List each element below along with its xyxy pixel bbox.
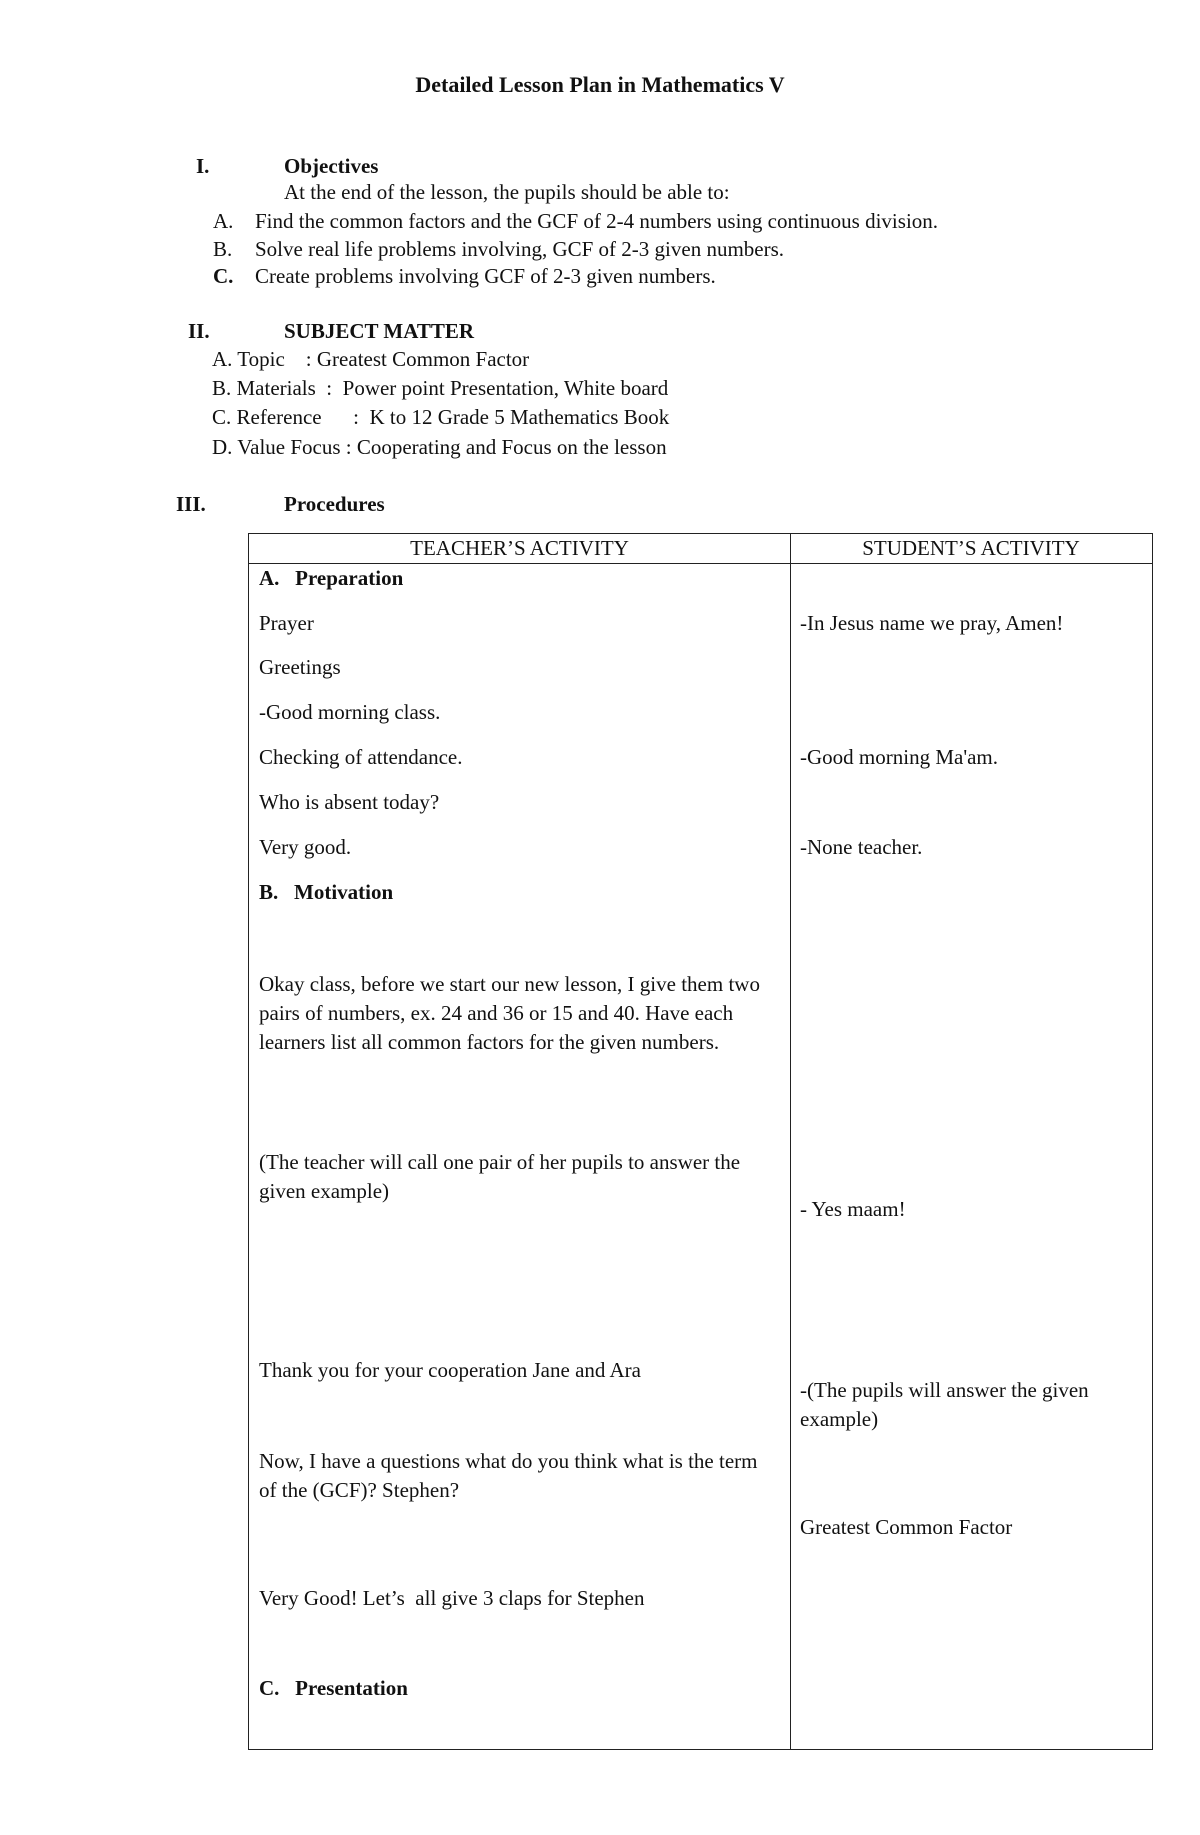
student-line: Greatest Common Factor bbox=[800, 1515, 1013, 1539]
presentation-heading: C. Presentation bbox=[259, 1676, 408, 1700]
objective-item: Find the common factors and the GCF of 2-4 numbers using continuous division. bbox=[255, 209, 939, 233]
student-line: -Good morning Ma'am. bbox=[800, 745, 999, 769]
student-line: - Yes maam! bbox=[800, 1197, 906, 1221]
teacher-line: (The teacher will call one pair of her pupils to answer the given example) bbox=[259, 1150, 741, 1203]
column-divider bbox=[790, 534, 791, 1749]
objectives-heading: Objectives bbox=[284, 154, 379, 178]
teacher-line: Now, I have a questions what do you think what is the term of the (GCF)? Stephen? bbox=[259, 1449, 758, 1502]
objective-letter: C. bbox=[213, 264, 234, 288]
teacher-line: Very good. bbox=[259, 835, 352, 859]
procedures-table bbox=[248, 533, 1153, 1750]
objective-item: Solve real life problems involving, GCF of 2-3 given numbers. bbox=[255, 237, 785, 261]
subject-matter-item: D. Value Focus : Cooperating and Focus on the lesson bbox=[212, 435, 667, 459]
teacher-line: Greetings bbox=[259, 655, 341, 679]
objective-letter: B. bbox=[213, 237, 233, 261]
objectives-intro: At the end of the lesson, the pupils should be able to: bbox=[284, 180, 730, 204]
teacher-line: Who is absent today? bbox=[259, 790, 440, 814]
objective-letter: A. bbox=[213, 209, 234, 233]
student-line: -(The pupils will answer the given example) bbox=[800, 1378, 1089, 1431]
student-activity-header: STUDENT’S ACTIVITY bbox=[862, 536, 1080, 560]
objective-item: Create problems involving GCF of 2-3 given numbers. bbox=[255, 264, 716, 288]
procedures-heading: Procedures bbox=[284, 492, 385, 516]
student-line: -None teacher. bbox=[800, 835, 923, 859]
header-divider bbox=[249, 563, 1152, 564]
teacher-activity-header: TEACHER’S ACTIVITY bbox=[410, 536, 629, 560]
teacher-line: -Good morning class. bbox=[259, 700, 441, 724]
subject-matter-item: B. Materials : Power point Presentation, White board bbox=[212, 376, 669, 400]
procedures-numeral: III. bbox=[176, 492, 206, 516]
student-line: -In Jesus name we pray, Amen! bbox=[800, 611, 1064, 635]
page-title: Detailed Lesson Plan in Mathematics V bbox=[415, 72, 785, 97]
subject-matter-item: C. Reference : K to 12 Grade 5 Mathematics Book bbox=[212, 405, 670, 429]
preparation-heading: A. Preparation bbox=[259, 566, 404, 590]
teacher-line: Thank you for your cooperation Jane and Ara bbox=[259, 1358, 641, 1382]
teacher-line: Very Good! Let’s all give 3 claps for Stephen bbox=[259, 1586, 645, 1610]
motivation-text: Okay class, before we start our new lesson, I give them two pairs of numbers, ex. 24 and 36 or 15 and 40. Have each learners list all common factors for the given numbers. bbox=[259, 972, 760, 1054]
subject-matter-item: A. Topic : Greatest Common Factor bbox=[212, 347, 530, 371]
subject-matter-numeral: II. bbox=[188, 319, 210, 343]
teacher-line: Checking of attendance. bbox=[259, 745, 463, 769]
objectives-numeral: I. bbox=[196, 154, 210, 178]
motivation-heading: B. Motivation bbox=[259, 880, 394, 904]
subject-matter-heading: SUBJECT MATTER bbox=[284, 319, 475, 343]
teacher-line: Prayer bbox=[259, 611, 314, 635]
